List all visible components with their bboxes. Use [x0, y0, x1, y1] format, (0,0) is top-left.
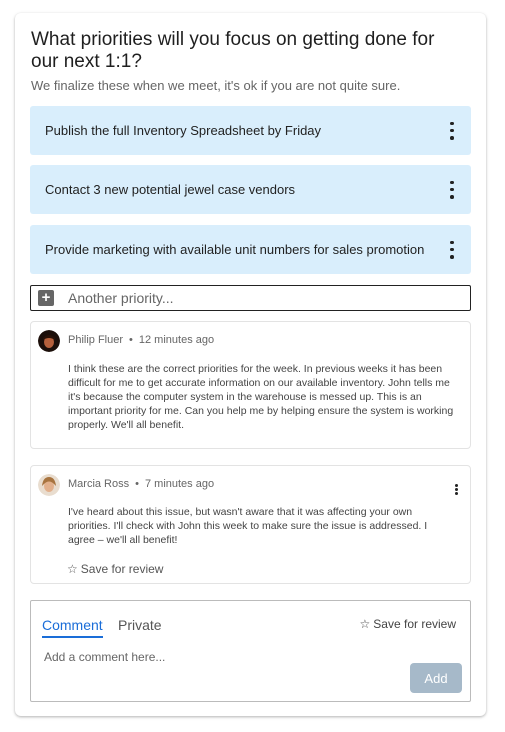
avatar [38, 474, 60, 496]
priority-text: Publish the full Inventory Spreadsheet by Friday [45, 123, 322, 138]
comment-card [30, 321, 471, 449]
more-options-icon[interactable] [451, 482, 461, 497]
more-options-icon[interactable] [445, 179, 459, 201]
plus-icon[interactable]: + [38, 290, 54, 306]
comment-body: I think these are the correct priorities for the week. In previous weeks it has been difficult for me to get accurate information on our available inventory. John tells me it's because the computer system in the warehouse is messed up. This is an important priority for me. Can you help me by helping ensure the system is working properly. We'll all benefit. [68, 363, 454, 431]
comment-input[interactable] [42, 649, 346, 665]
comment-time: 7 minutes ago [144, 478, 215, 490]
add-comment-button[interactable]: Add [410, 663, 462, 693]
comment-card [30, 465, 471, 584]
save-for-review-link[interactable] [67, 562, 163, 576]
star-icon: ☆ [359, 617, 371, 631]
tab-private[interactable]: Private [118, 617, 162, 633]
priority-text: Contact 3 new potential jewel case vendors [45, 182, 296, 197]
comment-time: 12 minutes ago [138, 334, 215, 346]
new-priority-field[interactable] [30, 285, 471, 311]
save-for-review-button[interactable] [360, 617, 456, 631]
priority-item[interactable] [30, 106, 471, 155]
comment-body: I've heard about this issue, but wasn't aware that it was affecting your own priorities. I'll check with John this week to make sure the issue is addressed. I agree – we'll all benefit! [68, 506, 428, 546]
page-subtitle: We finalize these when we meet, it's ok if you are not quite sure. [31, 78, 401, 93]
more-options-icon[interactable] [445, 120, 459, 142]
comment-composer [30, 600, 471, 702]
priority-item[interactable] [30, 225, 471, 274]
star-icon: ☆ [67, 562, 78, 576]
tab-comment[interactable]: Comment [42, 617, 103, 633]
comment-meta: Philip Fluer • 12 minutes ago [68, 334, 215, 346]
priority-text: Provide marketing with available unit numbers for sales promotion [45, 242, 425, 257]
comment-author: Marcia Ross [68, 478, 130, 490]
save-for-review-label: Save for review [80, 562, 164, 576]
more-options-icon[interactable] [445, 239, 459, 261]
save-for-review-label: Save for review [373, 617, 456, 631]
priority-item[interactable] [30, 165, 471, 214]
comment-author: Philip Fluer [68, 334, 124, 346]
page-title: What priorities will you focus on getting done for our next 1:1? [31, 29, 435, 72]
comment-meta: Marcia Ross • 7 minutes ago [68, 478, 215, 490]
avatar [38, 330, 60, 352]
priorities-card [15, 13, 486, 716]
new-priority-input[interactable] [66, 289, 470, 307]
